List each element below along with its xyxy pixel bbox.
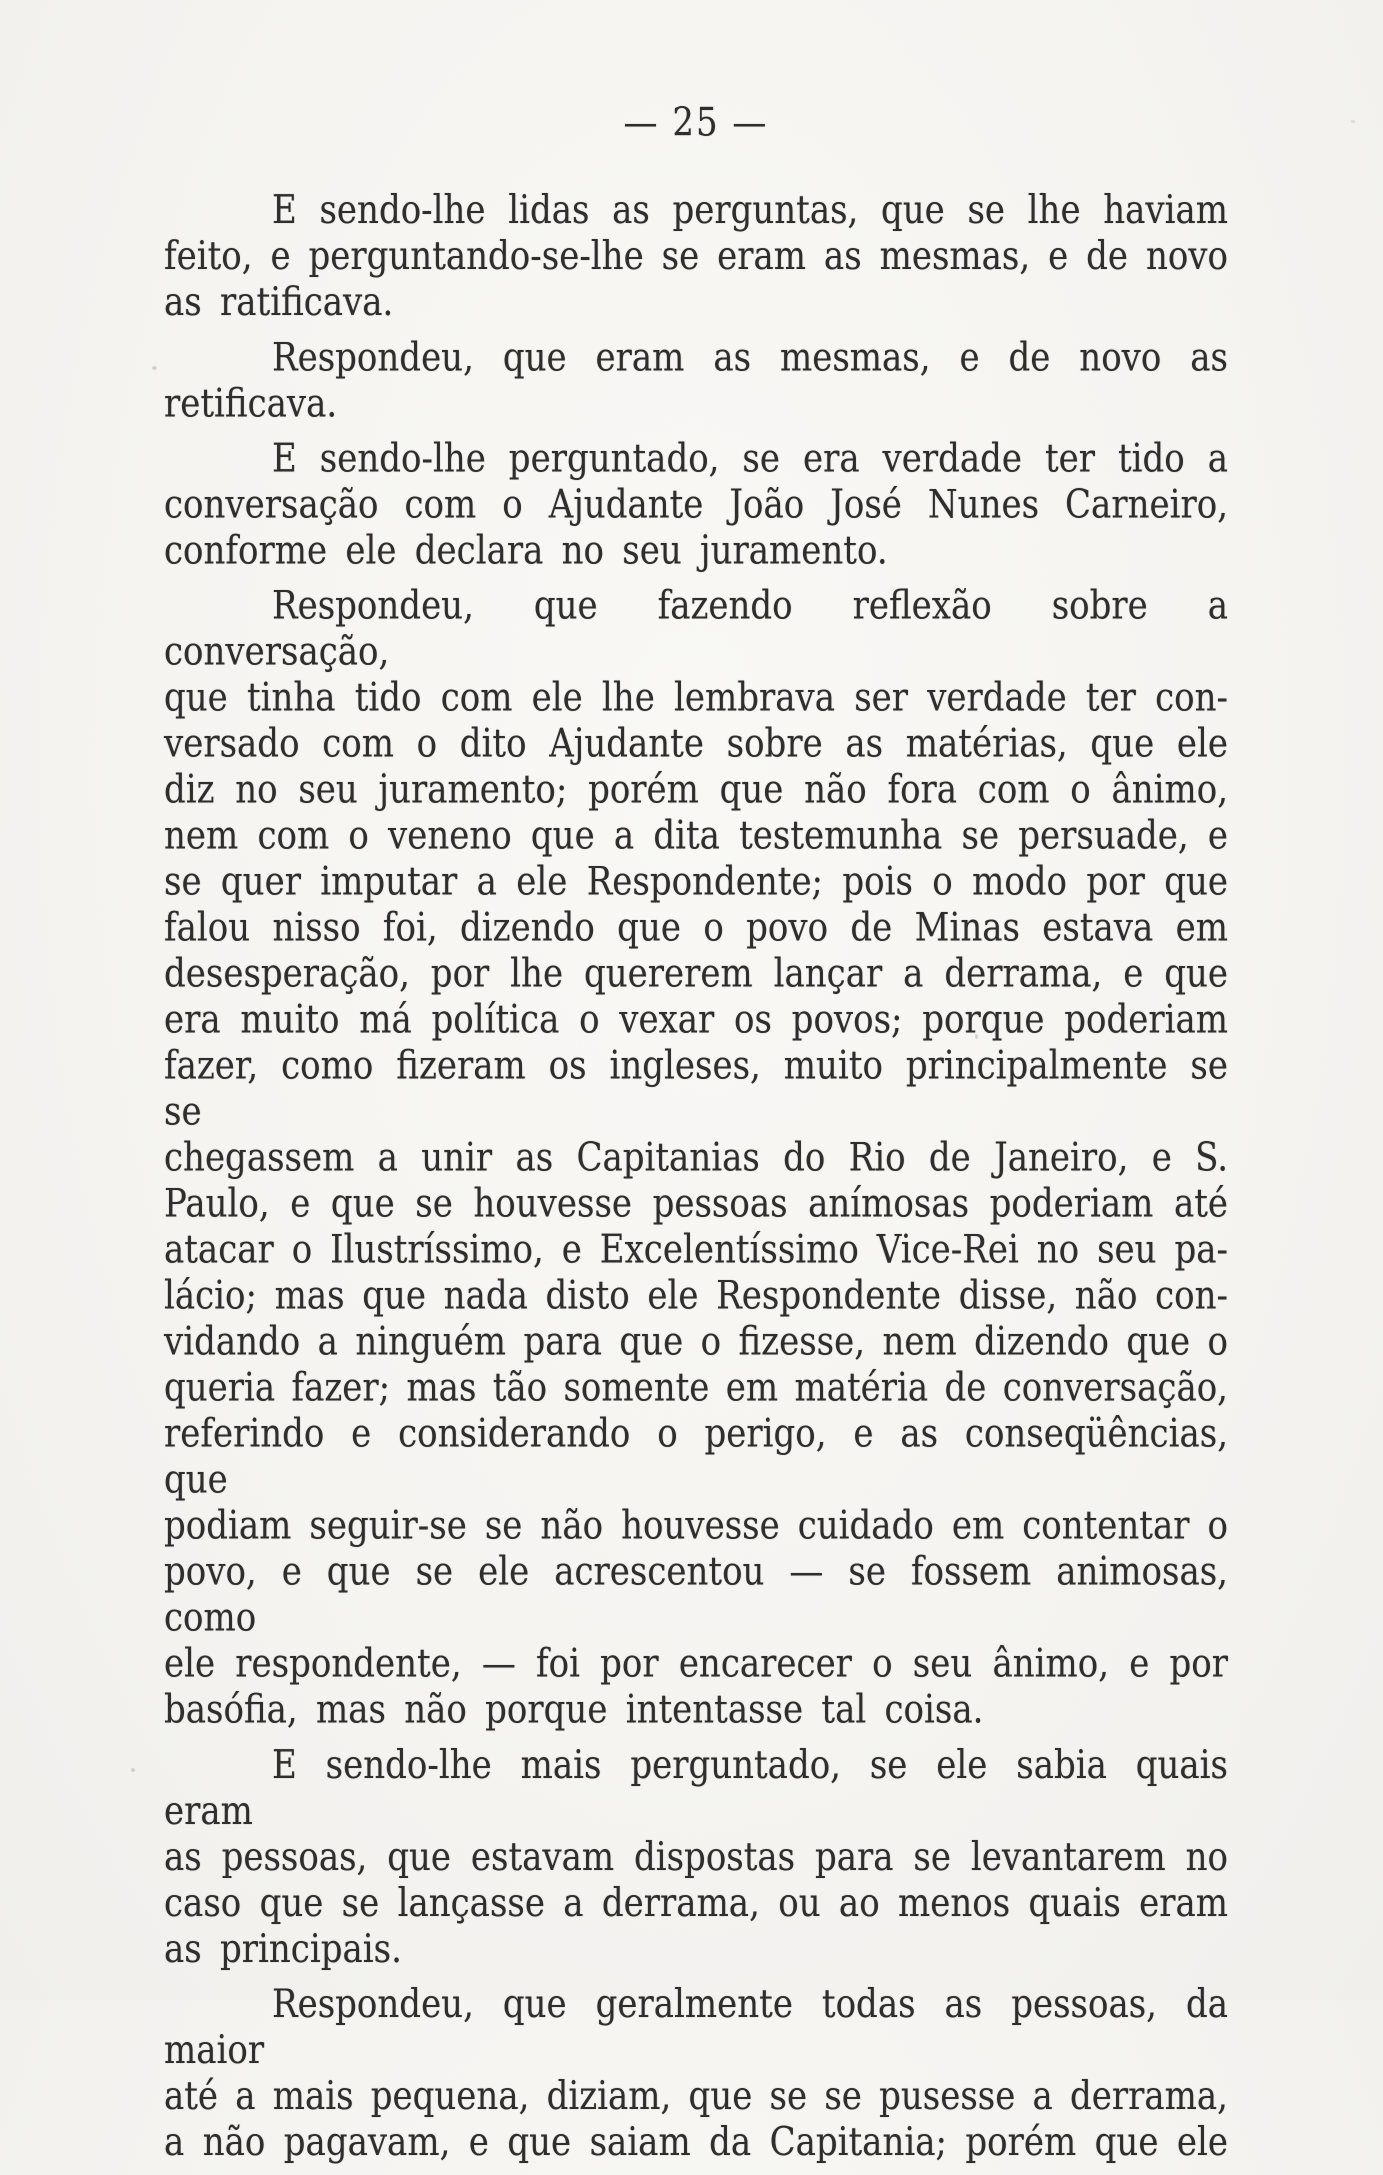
text-line: E sendo-lhe mais perguntado, se ele sabia quais eram: [164, 1742, 1228, 1835]
text-line: E sendo-lhe perguntado, se era verdade ter tido a: [272, 435, 1228, 482]
text-line: queria fazer; mas tão somente em matéria de conversação,: [164, 1365, 1228, 1411]
text-line: atacar o Ilustríssimo, e Excelentíssimo Vice-Rei no seu pa-: [164, 1227, 1228, 1273]
text-line: basófia, mas não porque intentasse tal coisa.: [164, 1687, 984, 1733]
paragraph: [164, 1742, 1228, 1972]
paragraph: [164, 187, 1228, 325]
text-line: referindo e considerando o perigo, e as conseqüências, que: [164, 1411, 1228, 1503]
text-line: ele respondente, — foi por encarecer o seu ânimo, e por: [164, 1641, 1228, 1687]
text-line: feito, e perguntando-se-lhe se eram as mesmas, e de novo: [164, 233, 1228, 280]
text-line: diz no seu juramento; porém que não fora com o ânimo,: [164, 767, 1228, 813]
text-line: a não pagavam, e que saiam da Capitania; porém que ele: [164, 2119, 1228, 2166]
page-number: — 25 —: [623, 100, 769, 146]
text-line: Respondeu, que fazendo reflexão sobre a conversação,: [164, 583, 1228, 675]
text-line: versado com o dito Ajudante sobre as matérias, que ele: [164, 721, 1228, 767]
text-line: povo, e que se ele acrescentou — se fossem animosas, como: [164, 1549, 1228, 1641]
text-line: se quer imputar a ele Respondente; pois o modo por que: [164, 859, 1228, 905]
scanned-page: [164, 100, 1228, 2175]
text-line: chegassem a unir as Capitanias do Rio de Janeiro, e S.: [164, 1135, 1228, 1181]
paragraph: [164, 436, 1228, 574]
text-line: as pessoas, que estavam dispostas para se levantarem no: [164, 1834, 1228, 1881]
text-line: nem com o veneno que a dita testemunha se persuade, e: [164, 813, 1228, 859]
text-line: Paulo, e que se houvesse pessoas anímosas poderiam até: [164, 1181, 1228, 1227]
text-line: lácio; mas que nada disto ele Respondente disse, não con-: [164, 1273, 1228, 1319]
text-line: fazer, como fizeram os ingleses, muito principalmente se se: [164, 1043, 1228, 1135]
page-header: [164, 100, 1228, 146]
paragraph: [164, 335, 1228, 427]
text-line: vidando a ninguém para que o fizesse, nem dizendo que o: [164, 1319, 1228, 1365]
text-line: retificava.: [164, 380, 338, 427]
text-line: desesperação, por lhe quererem lançar a derrama, e que: [164, 951, 1228, 997]
text-line: podiam seguir-se se não houvesse cuidado em contentar o: [164, 1503, 1228, 1549]
scan-speck: [1351, 120, 1355, 123]
text-line: conforme ele declara no seu juramento.: [164, 527, 888, 574]
text-line: era muito má política o vexar os povos; porque poderiam: [164, 997, 1228, 1043]
paragraph: [164, 583, 1228, 1733]
text-line: Respondeu, que eram as mesmas, e de novo as: [272, 334, 1228, 381]
text-line: conversação com o Ajudante João José Nunes Carneiro,: [164, 481, 1228, 528]
text-line: as ratificava.: [164, 279, 394, 326]
page-body: [164, 187, 1228, 2165]
text-line: caso que se lançasse a derrama, ou ao menos quais eram: [164, 1880, 1228, 1927]
scan-speck: [131, 1768, 135, 1772]
text-line: Respondeu, que geralmente todas as pessoas, da maior: [164, 1981, 1228, 2074]
text-line: falou nisso foi, dizendo que o povo de Minas estava em: [164, 905, 1228, 951]
text-line: que tinha tido com ele lhe lembrava ser verdade ter con-: [164, 675, 1228, 721]
scan-speck: [152, 366, 157, 370]
paragraph: [164, 1981, 1228, 2165]
text-line: as principais.: [164, 1926, 402, 1973]
text-line: E sendo-lhe lidas as perguntas, que se lhe haviam: [272, 187, 1228, 234]
text-line: até a mais pequena, diziam, que se se pusesse a derrama,: [164, 2073, 1228, 2120]
